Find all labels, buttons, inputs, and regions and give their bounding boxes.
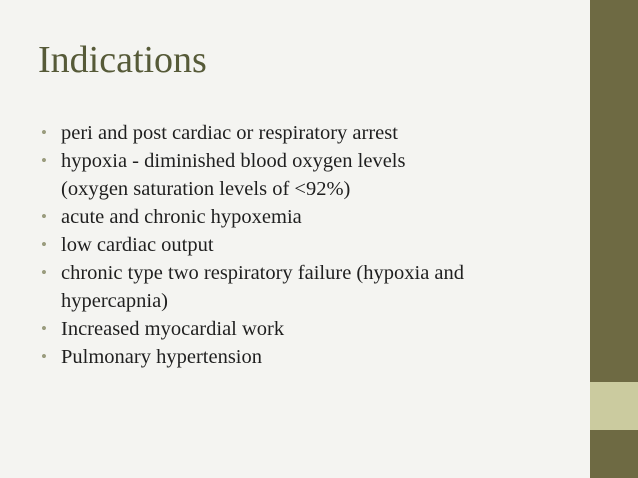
bullet-item [38,147,578,203]
bullet-dot-icon: • [41,347,47,366]
bullet-text: hypoxia - diminished blood oxygen levels [61,150,406,172]
bullet-item [38,231,578,259]
bullet-dot-icon: • [41,123,47,142]
bullet-item [38,203,578,231]
bullet-text: Pulmonary hypertension [61,346,262,368]
sidebar-accent-block [590,382,638,430]
bullet-text: acute and chronic hypoxemia [61,206,302,228]
slide-title: Indications [38,39,207,81]
bullet-item [38,343,578,371]
bullet-text: chronic type two respiratory failure (hypoxia and [61,262,465,284]
bullet-text: peri and post cardiac or respiratory arrest [61,122,398,144]
bullet-item [38,315,578,343]
bullet-dot-icon: • [41,263,47,282]
bullet-dot-icon: • [41,151,47,170]
bullet-text: low cardiac output [61,234,214,256]
bullet-text: Increased myocardial work [61,318,285,340]
bullet-dot-icon: • [41,207,47,226]
bullet-item [38,119,578,147]
bullet-text-continuation: (oxygen saturation levels of <92%) [61,178,351,200]
bullet-dot-icon: • [41,319,47,338]
bullet-text-continuation: hypercapnia) [61,290,168,312]
bullet-dot-icon: • [41,235,47,254]
bullet-list [38,119,578,371]
bullet-item [38,259,578,315]
